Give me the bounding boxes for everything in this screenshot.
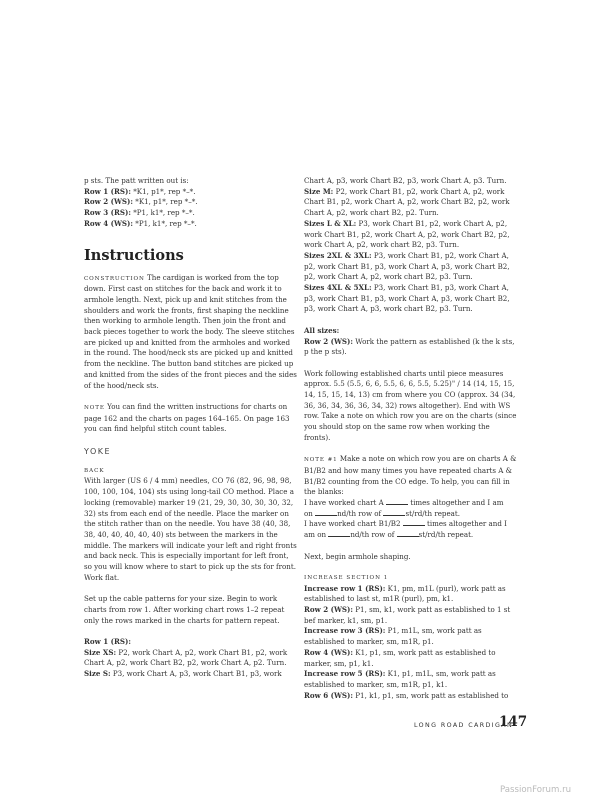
back-heading: BACK	[84, 467, 105, 474]
row-text: P1, k1, p1, sm, work patt as established to	[353, 690, 509, 700]
row-label: Row 2 (WS):	[304, 605, 354, 615]
row-1-heading: Row 1 (RS):	[84, 636, 131, 646]
row-text: *P1, k1*, rep *–*.	[130, 208, 195, 218]
row-label: Row 3 (RS):	[84, 208, 131, 218]
increase-row-4	[304, 648, 518, 669]
size-m-instruction	[304, 187, 518, 219]
intro-text: p sts. The patt written out is:	[84, 176, 189, 185]
size-label: Size S:	[84, 669, 111, 679]
note-paragraph	[84, 402, 298, 435]
size-xs-instruction	[84, 648, 298, 669]
row-text: *K1, p1*, rep *–*.	[133, 197, 198, 207]
pattern-row-1	[84, 187, 298, 198]
right-column	[304, 176, 518, 701]
row-text: K1, p1, sm, work patt as established to marker, sm, p1, k1.	[304, 647, 496, 668]
size-label: Size XS:	[84, 647, 117, 657]
running-footer-title: LONG ROAD CARDIGAN	[414, 722, 514, 729]
pattern-row-2	[84, 197, 298, 208]
row-text: K1, p1, m1L, sm, work patt as established to marker, sm, m1R, p1, k1.	[304, 669, 496, 689]
size-label: Sizes 4XL & 5XL:	[304, 283, 372, 293]
row-label: Row 6 (WS):	[304, 690, 354, 700]
measure-paragraph: Work following established charts until piece measures approx. 5.5 (5.5, 6, 6, 5.5, 6, 6, 5.5, 5.25)" / 14 (14, 15, 15, 14, 15, 15, 14, 13) cm from where you CO (approx. 34 (34, 36, 36, 34, 36, 36, 34, 32) rows altogether). End with WS row. Take a note on which row you are on the charts (since you should stop on the same row when working the fronts).	[304, 368, 517, 442]
size-text: P2, work Chart B1, p2, work Chart A, p2, work Chart B1, p2, work Chart A, p2, work Chart B2, p2, work Chart A, p2, work chart B2, p2. Turn.	[304, 186, 510, 218]
increase-row-2	[304, 605, 518, 626]
blank-line	[315, 509, 337, 516]
row-text: K1, pm, m1L (purl), work patt as established to last st, m1R (purl), pm, k1.	[304, 583, 506, 604]
size-label: Sizes L & XL:	[304, 218, 357, 228]
row-text: P1, sm, k1, work patt as established to 1 st bef marker, k1, sm, p1.	[304, 605, 511, 625]
yoke-heading: YOKE	[84, 447, 112, 457]
row-label: Row 4 (WS):	[84, 218, 134, 228]
blank-line	[386, 498, 408, 505]
size-s-instruction	[84, 669, 298, 680]
construction-paragraph	[84, 273, 298, 392]
increase-row-1	[304, 584, 518, 605]
construction-text: The cardigan is worked from the top down. First cast on stitches for the back and work it to armhole length. Next, pick up and knit stitches from the shoulders and work the fronts, first shaping the neckline then working to armhole length. Then join the front and back pieces together to work the body. The sleeve stitches are picked up and knitted from the armholes and worked in the round. The hood/neck sts are picked up and knitted from the neckline. The button band stitches are picked up and knitted from the sides of the front pieces and the sides of the hood/neck sts.	[84, 272, 297, 390]
note1-label: NOTE #1	[304, 457, 338, 464]
row-text: Work the pattern as established (k the k sts, p the p sts).	[304, 336, 515, 357]
row-label: Row 2 (WS):	[304, 336, 354, 346]
increase-row-5	[304, 669, 518, 690]
blank-line	[383, 509, 405, 516]
armhole-text: Next, begin armhole shaping.	[304, 551, 411, 561]
size-text: P3, work Chart B1, p3, work Chart A, p3, work Chart B1, p3, work Chart A, p3, work Chart B2, p3, work Chart A, p3, work chart B2, p3. Turn.	[304, 283, 510, 314]
fill-blank-line-1: I have worked chart A times altogether and I am	[304, 498, 504, 508]
size-text: P3, work Chart B1, p2, work Chart A, p2, work Chart B1, p3, work Chart A, p3, work Chart B2, p2, work Chart A, p2, work chart B2, p3. Turn.	[304, 250, 510, 282]
fill-blank-line-4: am on nd/th row of st/rd/th repeat.	[304, 530, 474, 540]
row-text: *P1, k1*, rep *–*.	[133, 218, 197, 228]
size-4xl-5xl-instruction	[304, 283, 518, 315]
setup-paragraph: Set up the cable patterns for your size. Begin to work charts from row 1. After working chart rows 1–2 repeat only the rows marked in the charts for pattern repeat.	[84, 594, 285, 625]
note1-text: Make a note on which row you are on charts A & B1/B2 and how many times you have repeated charts A & B1/B2 counting from the CO edge. To help, you can fill in the blanks:	[304, 454, 517, 497]
fill-blank-line-2: on nd/th row of st/rd/th repeat.	[304, 508, 460, 518]
all-sizes-heading: All sizes:	[304, 325, 340, 335]
size-2xl-3xl-instruction	[304, 251, 518, 283]
increase-row-6	[304, 691, 518, 702]
increase-section-heading: INCREASE SECTION 1	[304, 574, 389, 581]
row-2-instruction	[304, 337, 518, 358]
blank-line	[397, 530, 419, 537]
row-text: P1, m1L, sm, work patt as established to marker, sm, m1R, p1.	[304, 626, 482, 647]
row-label: Increase row 5 (RS):	[304, 669, 386, 679]
row-label: Increase row 3 (RS):	[304, 626, 386, 636]
size-text: P3, work Chart B1, p2, work Chart A, p2, work Chart B1, p2, work Chart A, p2, work Chart B2, p2, work Chart A, p2, work chart B2, p3. Turn.	[304, 218, 510, 250]
note-text: You can find the written instructions for charts on page 162 and the charts on pages 164–165. On page 163 you can find helpful stitch count tables.	[84, 401, 290, 434]
construction-label: CONSTRUCTION	[84, 275, 145, 282]
row-text: *K1, p1*, rep *–*.	[130, 186, 196, 196]
note1-paragraph	[304, 454, 518, 498]
page-number: 147	[499, 714, 528, 730]
back-paragraph: With larger (US 6 / 4 mm) needles, CO 76 (82, 96, 98, 98, 100, 100, 104, 104) sts using long-tail CO method. Place a locking (removable) marker 19 (21, 29, 30, 30, 30, 30, 32, 32) sts from each end of the needle. Place the marker on the stitch rather than on the needle. You have 38 (40, 38, 38, 40, 40, 40, 40, 40) sts between the markers in the middle. The markers will indicate your left and right fronts and back neck. This is especially important for left front, so you will know where to start to pick up the sts for front. Work flat.	[84, 476, 297, 582]
size-text: P3, work Chart A, p3, work Chart B1, p3, work	[110, 669, 282, 679]
row-label: Increase row 1 (RS):	[304, 583, 386, 593]
note-label: NOTE	[84, 404, 105, 411]
row-label: Row 1 (RS):	[84, 186, 131, 196]
size-label: Sizes 2XL & 3XL:	[304, 250, 372, 260]
pattern-row-3	[84, 208, 298, 219]
blank-line	[328, 530, 350, 537]
row-label: Row 4 (WS):	[304, 647, 354, 657]
size-text: P2, work Chart A, p2, work Chart B1, p2, work Chart A, p2, work Chart B2, p2, work Chart A, p2. Turn.	[84, 647, 288, 668]
blank-line	[403, 519, 425, 526]
fill-blank-line-3: I have worked chart B1/B2 times altogether and I	[304, 519, 507, 529]
size-l-xl-instruction	[304, 219, 518, 251]
continuation-text: Chart A, p3, work Chart B2, p3, work Chart A, p3. Turn.	[304, 176, 507, 185]
left-column	[84, 176, 298, 680]
row-label: Row 2 (WS):	[84, 197, 134, 207]
watermark: PassionForum.ru	[500, 785, 572, 795]
instructions-heading: Instructions	[84, 246, 184, 264]
pattern-row-4	[84, 219, 298, 230]
increase-row-3	[304, 626, 518, 647]
size-label: Size M:	[304, 186, 334, 196]
